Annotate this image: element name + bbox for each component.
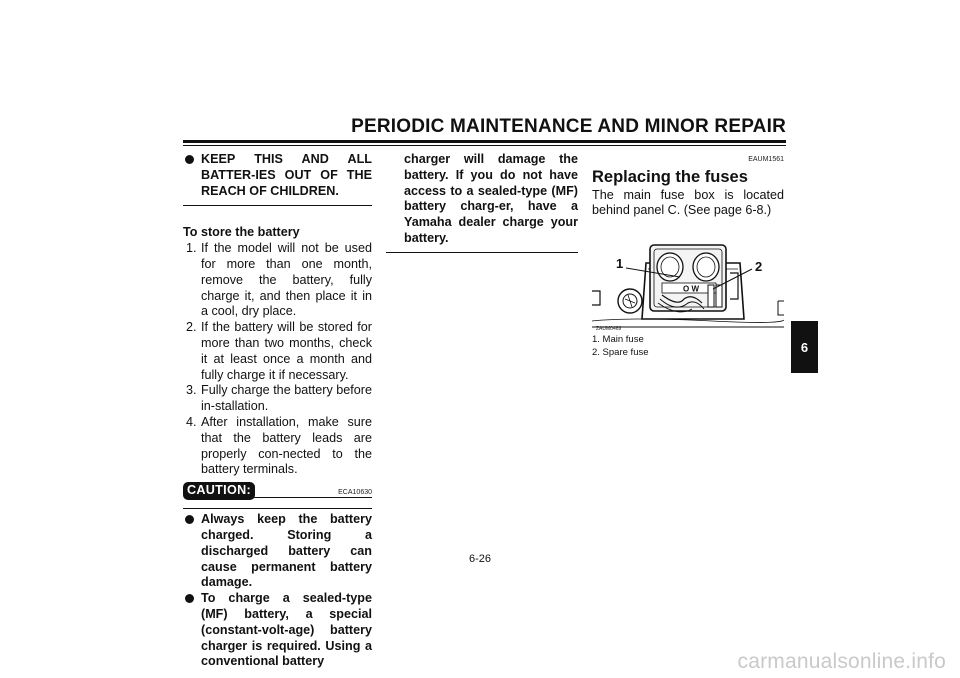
caution-bullet-2 — [183, 591, 372, 670]
legend-item-spare-fuse: 2. Spare fuse — [592, 347, 649, 359]
step-text: After installation, make sure that the battery leads are properly con-nected to the battery terminals. — [201, 414, 372, 477]
right-column — [592, 152, 784, 359]
fuse-box-illustration — [592, 223, 784, 332]
bullet-icon — [185, 594, 194, 603]
warning-text: KEEP THIS AND ALL BATTER-IES OUT OF THE REACH OF CHILDREN. — [201, 152, 372, 198]
caution-header — [183, 482, 372, 500]
fuse-box-figure — [592, 223, 784, 332]
left-column — [183, 152, 372, 670]
caution-text: To charge a sealed-type (MF) battery, a special (constant-volt-age) battery charger is required. Using a conventional battery — [201, 591, 372, 669]
store-heading: To store the battery — [183, 225, 300, 240]
section-code: EAUM1561 — [748, 156, 784, 163]
page-number: 6-26 — [468, 553, 492, 565]
callout-1: 1 — [616, 256, 624, 272]
caution-continued: charger will damage the battery. If you do not have access to a sealed-type (MF) battery charg-er, have a Yamaha dealer charge your battery. — [404, 152, 578, 245]
step-number: 4. — [186, 414, 197, 429]
step-number: 2. — [186, 320, 197, 335]
caution-rule — [183, 508, 372, 509]
svg-text:O W: O W — [683, 284, 699, 294]
legend-item-main-fuse: 1. Main fuse — [592, 334, 644, 346]
step-1 — [183, 241, 372, 320]
figure-code: ZAUM0469 — [596, 326, 622, 333]
caution-text: Always keep the battery charged. Storing a discharged battery can cause permanent battery damage. — [201, 512, 372, 590]
page-header-title: PERIODIC MAINTENANCE AND MINOR REPAIR — [351, 116, 786, 137]
caution-code: ECA10630 — [338, 489, 372, 497]
step-text: If the model will not be used for more than one month, remove the battery, fully charge it, and then place it in a cool, dry place. — [201, 241, 372, 319]
middle-column — [386, 152, 578, 253]
bullet-icon — [185, 515, 194, 524]
caution-bullet-1 — [183, 512, 372, 591]
step-number: 3. — [186, 383, 197, 398]
section-heading: Replacing the fuses — [592, 167, 748, 186]
caution-badge: CAUTION: — [183, 482, 255, 500]
header-rule-thin — [183, 145, 786, 146]
warning-rule — [183, 205, 372, 206]
watermark: carmanualsonline.info — [737, 650, 946, 673]
step-text: Fully charge the battery before in-stallation. — [201, 383, 372, 414]
section-tab: 6 — [791, 321, 818, 373]
caution-end-rule — [386, 252, 578, 253]
step-text: If the battery will be stored for more than two months, check it at least once a month and fully charge it if necessary. — [201, 320, 372, 382]
step-3 — [183, 383, 372, 415]
step-4 — [183, 415, 372, 478]
step-number: 1. — [186, 241, 197, 256]
header-rule — [183, 140, 786, 143]
warning-bullet — [183, 152, 372, 199]
step-2 — [183, 320, 372, 383]
callout-2: 2 — [755, 259, 763, 275]
bullet-icon — [185, 155, 194, 164]
intro-text: The main fuse box is located behind panel C. (See page 6-8.) — [592, 187, 784, 218]
